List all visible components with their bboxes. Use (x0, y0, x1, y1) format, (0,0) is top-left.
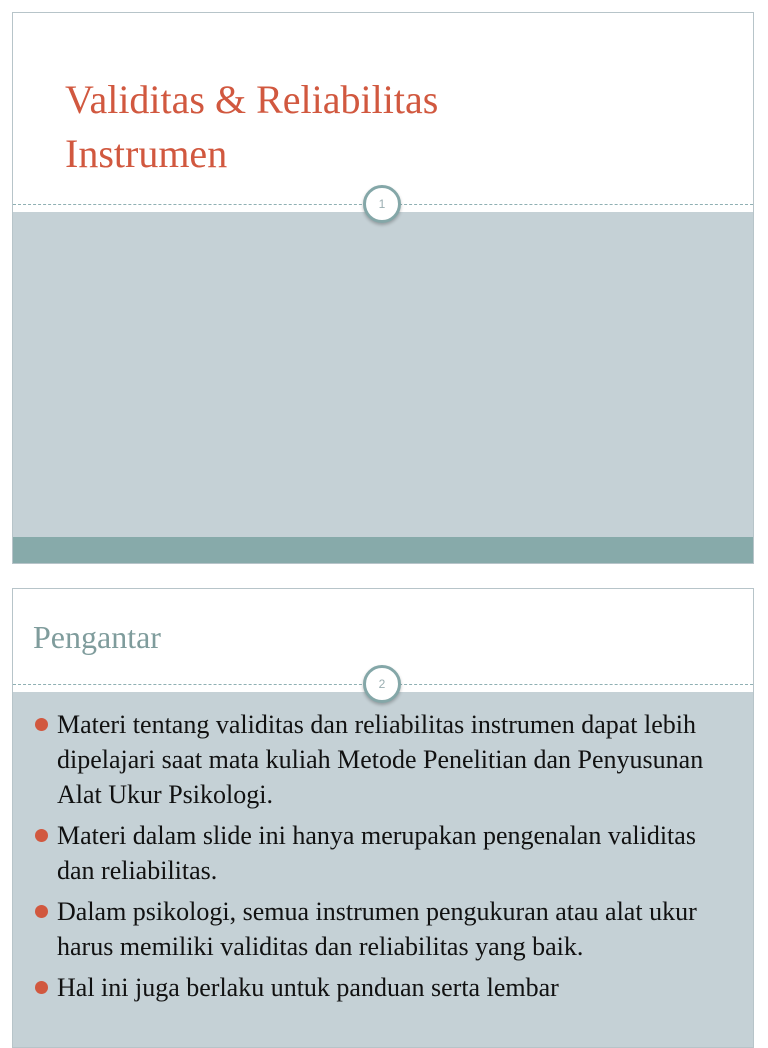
slide-number-badge: 1 (363, 185, 401, 223)
bullet-text: Dalam psikologi, semua instrumen pengukuran atau alat ukur harus memiliki validitas dan reliabilitas yang baik. (57, 897, 697, 961)
bullet-dot-icon (35, 718, 48, 731)
slide-number-badge: 2 (363, 665, 401, 703)
bullet-item (33, 894, 738, 964)
slide-title: Pengantar (33, 619, 161, 655)
title-line-2: Instrumen (65, 131, 228, 176)
bullet-text: Materi dalam slide ini hanya merupakan pengenalan validitas dan reliabilitas. (57, 821, 696, 885)
bullet-text: Materi tentang validitas dan reliabilitas instrumen dapat lebih dipelajari saat mata kuliah Metode Penelitian dan Penyusunan Alat Ukur Psikologi. (57, 710, 704, 809)
bullet-text: Hal ini juga berlaku untuk panduan serta lembar (57, 973, 559, 1002)
slide-1 (12, 12, 754, 564)
bullet-list (33, 707, 738, 1011)
bullet-dot-icon (35, 905, 48, 918)
footer-bar (13, 537, 753, 563)
bullet-dot-icon (35, 981, 48, 994)
content-band (13, 212, 753, 537)
bullet-dot-icon (35, 829, 48, 842)
bullet-item (33, 970, 738, 1005)
bullet-item (33, 707, 738, 812)
bullet-item (33, 818, 738, 888)
slide-2 (12, 588, 754, 1048)
slide-title (65, 73, 438, 181)
title-line-1: Validitas & Reliabilitas (65, 77, 439, 122)
